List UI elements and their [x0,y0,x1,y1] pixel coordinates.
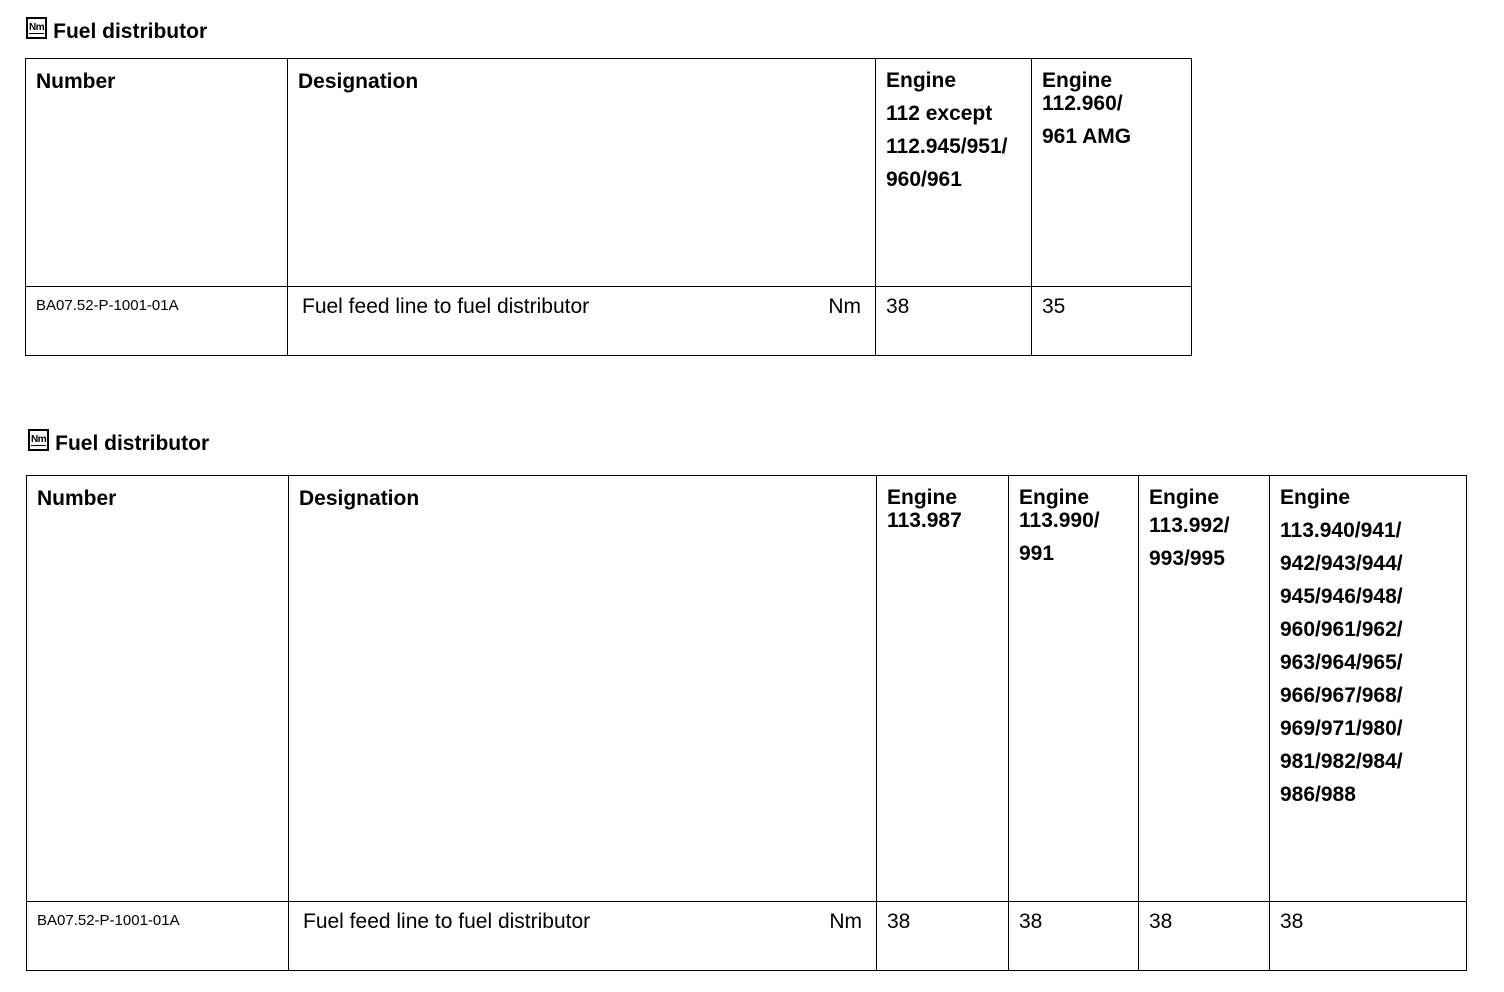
header-number [27,476,289,902]
row-designation: Fuel feed line to fuel distributor [302,295,590,318]
header-engine-col [877,476,1009,902]
engine-models: 112.960/ 961 AMG [1042,92,1132,148]
row-designation-cell [288,287,876,356]
header-designation-label: Designation [299,487,420,510]
section-1-title-text: Fuel distributor [53,20,208,43]
row-number: BA07.52-P-1001-01A [27,902,289,971]
header-engine-col [1009,476,1139,902]
row-unit: Nm [828,295,861,318]
engine-label: Engine [887,486,958,509]
engine-models: 113.992/ 993/995 [1149,514,1230,570]
engine-models: 113.940/941/ 942/943/944/ 945/946/948/ 960/961/962/ 963/964/965/ 966/967/968/ 969/971/980/ 981/982/984/ 986/988 [1280,519,1403,806]
row-designation-cell [289,902,877,971]
table-row [26,287,1192,356]
section-1-title [26,20,207,44]
engine-label: Engine [1019,486,1090,509]
row-value: 38 [1270,902,1467,971]
section-2-title [28,432,209,456]
row-unit: Nm [829,910,862,933]
header-engine-col [1139,476,1270,902]
header-number [26,59,288,287]
row-designation: Fuel feed line to fuel distributor [303,910,591,933]
row-number: BA07.52-P-1001-01A [26,287,288,356]
header-engine-col [876,59,1032,287]
header-designation-label: Designation [298,70,419,93]
engine-models: 113.990/ 991 [1019,509,1100,565]
table-2-header-row [27,476,1467,902]
row-value: 38 [1139,902,1270,971]
nm-torque-icon: Nm [28,429,49,451]
header-number-label: Number [37,487,117,510]
table-1-header-row [26,59,1192,287]
header-engine-col [1032,59,1192,287]
nm-torque-icon: Nm [26,17,47,39]
row-value: 38 [1009,902,1139,971]
row-value: 35 [1032,287,1192,356]
header-number-label: Number [36,70,116,93]
header-engine-col [1270,476,1467,902]
torque-table-1 [25,58,1192,356]
engine-models: 112 except 112.945/951/ 960/961 [886,102,1008,191]
engine-models: 113.987 [887,509,962,532]
row-value: 38 [877,902,1009,971]
engine-label: Engine [1042,69,1113,92]
section-2-title-text: Fuel distributor [55,432,210,455]
row-value: 38 [876,287,1032,356]
engine-label: Engine [1280,486,1351,509]
torque-table-2 [26,475,1467,971]
header-designation [289,476,877,902]
table-row [27,902,1467,971]
header-designation [288,59,876,287]
engine-label: Engine [886,69,957,92]
engine-label: Engine [1149,486,1220,509]
